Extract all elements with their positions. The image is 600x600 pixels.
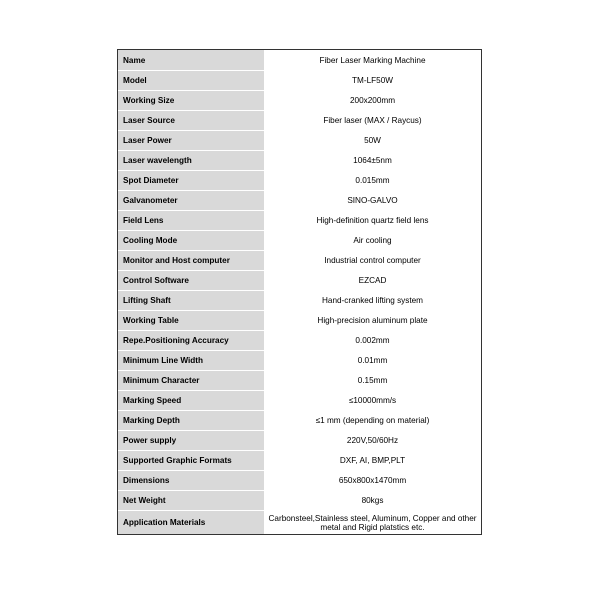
spec-label: Working Size <box>118 91 264 110</box>
spec-value: 0.015mm <box>264 171 481 190</box>
spec-label: Control Software <box>118 271 264 290</box>
spec-value: 1064±5nm <box>264 151 481 170</box>
spec-row-dimensions <box>118 470 481 490</box>
spec-value: SINO-GALVO <box>264 191 481 210</box>
spec-value: High-definition quartz field lens <box>264 211 481 230</box>
spec-label: Cooling Mode <box>118 231 264 250</box>
spec-row-cooling-mode <box>118 230 481 250</box>
spec-row-spot-diameter <box>118 170 481 190</box>
spec-value: 0.15mm <box>264 371 481 390</box>
spec-label: Laser Source <box>118 111 264 130</box>
spec-label: Laser wavelength <box>118 151 264 170</box>
spec-value: TM-LF50W <box>264 71 481 90</box>
spec-row-min-character <box>118 370 481 390</box>
spec-value: 0.002mm <box>264 331 481 350</box>
spec-label: Marking Depth <box>118 411 264 430</box>
spec-row-graphic-formats <box>118 450 481 470</box>
spec-row-model <box>118 70 481 90</box>
spec-label: Dimensions <box>118 471 264 490</box>
spec-label: Supported Graphic Formats <box>118 451 264 470</box>
spec-row-laser-power <box>118 130 481 150</box>
spec-value: ≤10000mm/s <box>264 391 481 410</box>
spec-value: DXF, AI, BMP,PLT <box>264 451 481 470</box>
spec-value: EZCAD <box>264 271 481 290</box>
spec-label: Power supply <box>118 431 264 450</box>
spec-row-laser-source <box>118 110 481 130</box>
spec-value: ≤1 mm (depending on material) <box>264 411 481 430</box>
spec-label: Galvanometer <box>118 191 264 210</box>
spec-value: Carbonsteel,Stainless steel, Aluminum, Copper and other metal and Rigid platstics etc. <box>264 511 481 534</box>
spec-label: Spot Diameter <box>118 171 264 190</box>
spec-row-power-supply <box>118 430 481 450</box>
spec-label: Minimum Line Width <box>118 351 264 370</box>
spec-row-monitor-host <box>118 250 481 270</box>
spec-label: Model <box>118 71 264 90</box>
spec-row-marking-depth <box>118 410 481 430</box>
spec-value: Fiber laser (MAX / Raycus) <box>264 111 481 130</box>
spec-value: Industrial control computer <box>264 251 481 270</box>
spec-value: Air cooling <box>264 231 481 250</box>
spec-label: Minimum Character <box>118 371 264 390</box>
spec-label: Application Materials <box>118 511 264 534</box>
spec-label: Field Lens <box>118 211 264 230</box>
spec-value: 0.01mm <box>264 351 481 370</box>
spec-row-positioning-accuracy <box>118 330 481 350</box>
spec-row-marking-speed <box>118 390 481 410</box>
spec-value: Fiber Laser Marking Machine <box>264 50 481 70</box>
spec-label: Laser Power <box>118 131 264 150</box>
spec-value: 200x200mm <box>264 91 481 110</box>
spec-label: Name <box>118 50 264 70</box>
spec-value: 220V,50/60Hz <box>264 431 481 450</box>
spec-row-name <box>118 50 481 70</box>
spec-row-working-table <box>118 310 481 330</box>
spec-label: Net Weight <box>118 491 264 510</box>
spec-row-net-weight <box>118 490 481 510</box>
spec-value: Hand-cranked lifting system <box>264 291 481 310</box>
spec-table <box>117 49 482 535</box>
spec-row-min-line-width <box>118 350 481 370</box>
spec-row-laser-wavelength <box>118 150 481 170</box>
spec-label: Marking Speed <box>118 391 264 410</box>
spec-row-field-lens <box>118 210 481 230</box>
spec-row-control-software <box>118 270 481 290</box>
spec-row-lifting-shaft <box>118 290 481 310</box>
spec-row-working-size <box>118 90 481 110</box>
spec-label: Working Table <box>118 311 264 330</box>
spec-row-galvanometer <box>118 190 481 210</box>
spec-value: 650x800x1470mm <box>264 471 481 490</box>
spec-value: 50W <box>264 131 481 150</box>
spec-label: Repe.Positioning Accuracy <box>118 331 264 350</box>
spec-label: Lifting Shaft <box>118 291 264 310</box>
spec-label: Monitor and Host computer <box>118 251 264 270</box>
spec-row-application-materials <box>118 510 481 534</box>
spec-value: High-precision aluminum plate <box>264 311 481 330</box>
spec-value: 80kgs <box>264 491 481 510</box>
